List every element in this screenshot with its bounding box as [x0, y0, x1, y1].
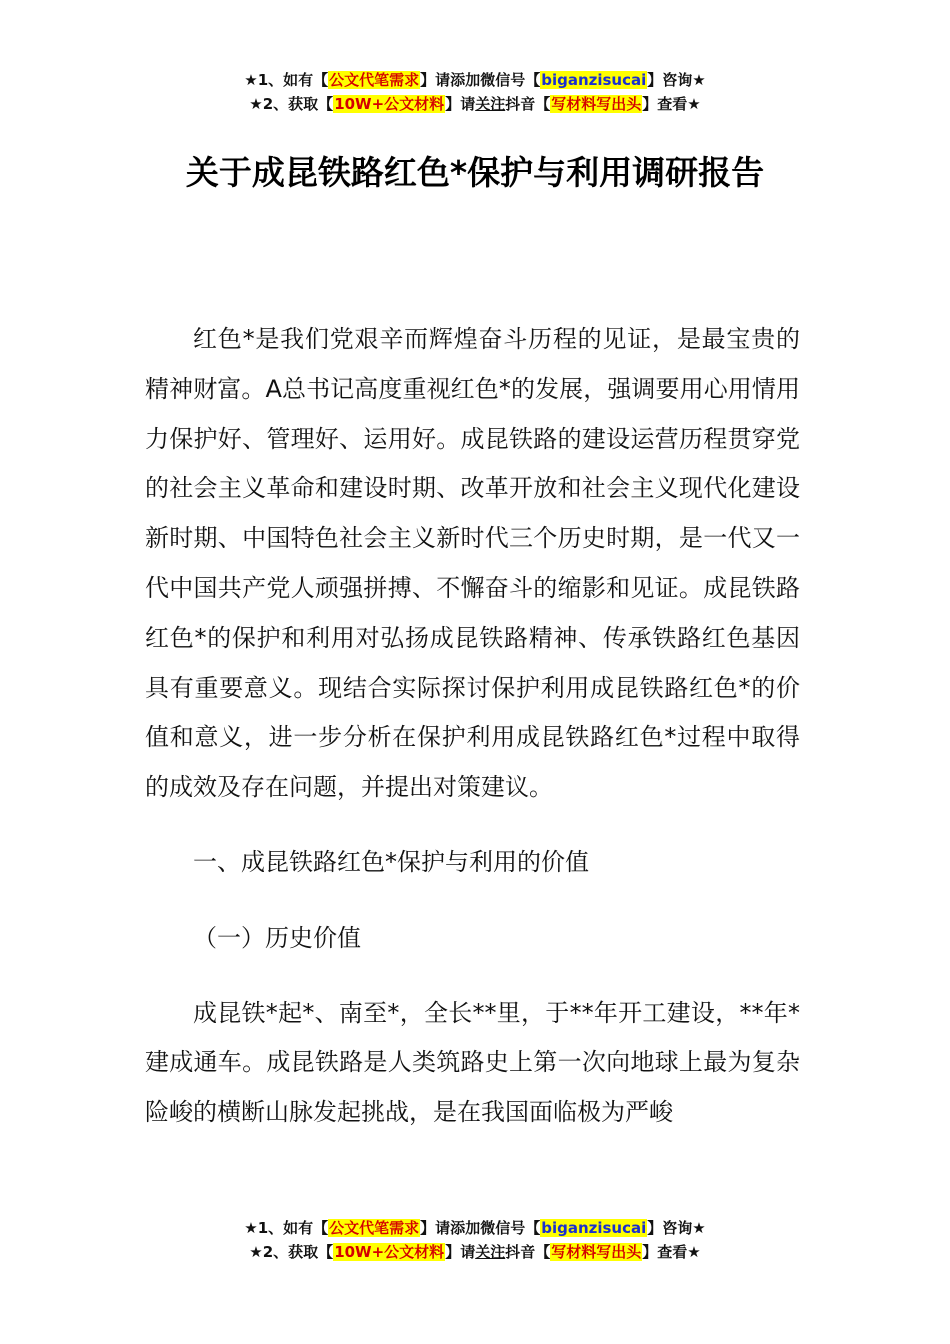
- highlight-wechat-id: biganzisucai: [541, 1219, 647, 1237]
- banner-text: 】请添: [420, 1219, 466, 1237]
- banner-line-1: [0, 68, 950, 92]
- intro-paragraph: 红色*是我们党艰辛而辉煌奋斗历程的见证，是最宝贵的精神财富。A总书记高度重视红色*的发展，强调要用心用情用力保护好、管理好、运用好。成昆铁路的建设运营历程贯穿党的社会主义革命和建设时期、改革开放和社会主义现代化建设新时期、中国特色社会主义新时代三个历史时期，是一代又一代中国共产党人顽强拼搏、不懈奋斗的缩影和见证。成昆铁路红色*的保护和利用对弘扬成昆铁路精神、传承铁路红色基因具有重要意义。现结合实际探讨保护利用成昆铁路红色*的价值和意义，进一步分析在保护利用成昆铁路红色*过程中取得的成效及存在问题，并提出对策建议。: [145, 325, 800, 802]
- banner-text: 加: [465, 71, 481, 89]
- banner-text: ★1、如有【: [244, 1219, 329, 1237]
- highlight-wechat-id: biganzisucai: [541, 71, 647, 89]
- banner-underlined-text: 关注: [475, 95, 506, 113]
- banner-text: ★2、获取【: [249, 95, 334, 113]
- banner-text: ★1、如有【: [244, 71, 329, 89]
- banner-text: 抖音【: [505, 1243, 551, 1261]
- document-title: 关于成昆铁路红色*保护与利用调研报告: [185, 153, 765, 192]
- highlight-materials: 10W+公文材料: [334, 95, 445, 113]
- header-banner: [0, 68, 950, 116]
- highlight-service: 公文代笔需求: [329, 1219, 420, 1237]
- banner-line-2: [0, 1240, 950, 1264]
- banner-underlined-text: 关注: [475, 1243, 506, 1261]
- banner-text: 】请添: [420, 71, 466, 89]
- highlight-materials: 10W+公文材料: [334, 1243, 445, 1261]
- document-body: [145, 315, 800, 1138]
- banner-line-2: [0, 92, 950, 116]
- footer-banner: [0, 1216, 950, 1264]
- highlight-douyin-account: 写材料写出头: [551, 95, 642, 113]
- banner-text: 微信号【: [480, 71, 541, 89]
- subsection-heading: （一）历史价值: [193, 923, 361, 952]
- banner-text: 加: [465, 1219, 481, 1237]
- banner-text: 】请: [445, 1243, 476, 1261]
- banner-text: 抖音【: [505, 95, 551, 113]
- banner-text: 】查看★: [642, 95, 701, 113]
- banner-text: 】请: [445, 95, 476, 113]
- body-paragraph: 成昆铁*起*、南至*，全长**里，于**年开工建设，**年*建成通车。成昆铁路是人类筑路史上第一次向地球上最为复杂险峻的横断山脉发起挑战，是在我国面临极为严峻: [145, 998, 800, 1127]
- section-heading: 一、成昆铁路红色*保护与利用的价值: [193, 847, 589, 876]
- banner-text: 】咨询★: [647, 71, 706, 89]
- banner-text: 】咨询★: [647, 1219, 706, 1237]
- banner-text: 】查看★: [642, 1243, 701, 1261]
- banner-text: ★2、获取【: [249, 1243, 334, 1261]
- banner-line-1: [0, 1216, 950, 1240]
- highlight-service: 公文代笔需求: [329, 71, 420, 89]
- banner-text: 微信号【: [480, 1219, 541, 1237]
- highlight-douyin-account: 写材料写出头: [551, 1243, 642, 1261]
